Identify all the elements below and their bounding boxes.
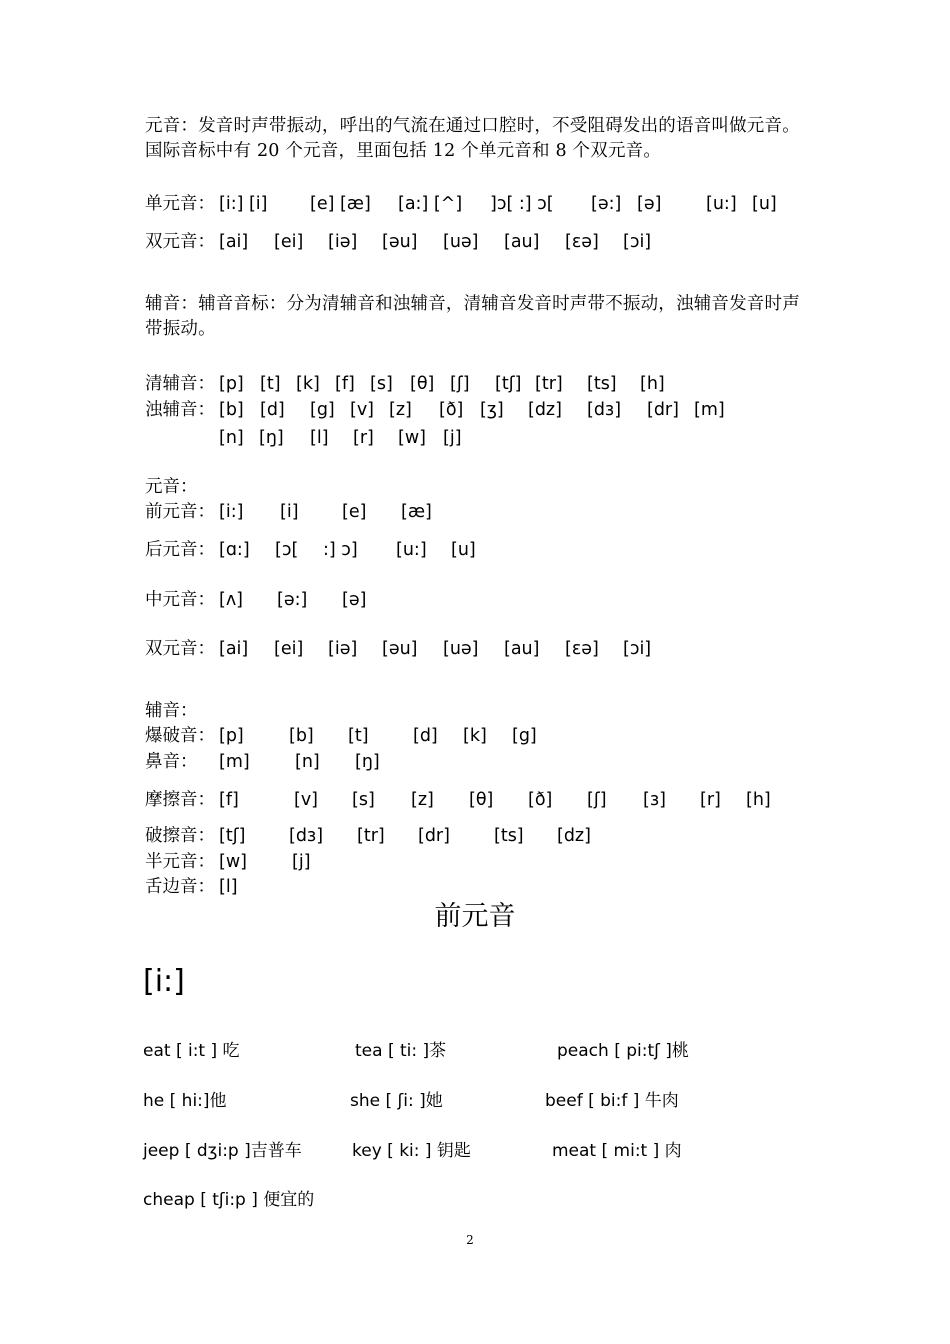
ipa-symbol: [v] bbox=[294, 790, 319, 810]
example-word: beef [ bi:f ] 牛肉 bbox=[545, 1091, 679, 1111]
ipa-symbol: ]ɔ[ :] ɔ[ bbox=[490, 194, 554, 214]
ipa-symbol: [j] bbox=[292, 852, 311, 872]
row-label: 单元音： bbox=[145, 194, 215, 214]
ipa-symbol: [u] bbox=[752, 194, 777, 214]
section-label: 辅音： bbox=[145, 701, 198, 721]
voiceless-row bbox=[0, 371, 950, 397]
ipa-symbol: [au] bbox=[504, 232, 540, 252]
ipa-symbol: [ʒ] bbox=[480, 400, 504, 420]
ipa-symbol: [k] bbox=[463, 726, 487, 746]
ipa-symbol: [s] bbox=[370, 374, 393, 394]
diphthong-row bbox=[0, 229, 950, 255]
ipa-symbol: [dz] bbox=[528, 400, 562, 420]
ipa-symbol: [u:] bbox=[706, 194, 737, 214]
lateral-row bbox=[0, 874, 950, 900]
ipa-symbol: [ʃ] bbox=[587, 790, 607, 810]
vowel-definition: 元音：发音时声带振动，呼出的气流在通过口腔时，不受阻碍发出的语音叫做元音。国际音标中有 20 个元音，里面包括 12 个单元音和 8 个双元音。 bbox=[145, 116, 800, 161]
example-word: jeep [ dʒi:p ]吉普车 bbox=[143, 1141, 302, 1161]
ipa-symbol: [z] bbox=[389, 400, 412, 420]
example-word: eat [ i:t ] 吃 bbox=[143, 1041, 240, 1061]
semivowel-row bbox=[0, 849, 950, 875]
ipa-symbol: [w] bbox=[398, 428, 426, 448]
row-label: 双元音： bbox=[145, 639, 215, 659]
ipa-symbol: [a:] [^] bbox=[398, 194, 463, 214]
central-vowel-row bbox=[0, 587, 950, 613]
section-heading: 前元音 bbox=[434, 901, 516, 932]
ipa-symbol: [ʌ] bbox=[219, 590, 244, 610]
ipa-symbol: [ei] bbox=[274, 232, 304, 252]
ipa-symbol: [r] bbox=[700, 790, 721, 810]
ipa-symbol: [b] bbox=[289, 726, 314, 746]
ipa-symbol: [ai] bbox=[219, 232, 249, 252]
ipa-symbol: [uə] bbox=[443, 232, 479, 252]
nasal-row bbox=[0, 749, 950, 775]
ipa-symbol: [i:] [i] bbox=[219, 194, 268, 214]
ipa-symbol: [ɜ] bbox=[643, 790, 666, 810]
row-label: 半元音： bbox=[145, 852, 215, 872]
ipa-symbol: [ɛə] bbox=[565, 232, 599, 252]
ipa-symbol: [j] bbox=[443, 428, 462, 448]
row-label: 鼻音： bbox=[145, 752, 198, 772]
ipa-symbol: [f] bbox=[219, 790, 239, 810]
affricate-row bbox=[0, 823, 950, 849]
row-label: 浊辅音： bbox=[145, 400, 215, 420]
section-label: 元音： bbox=[145, 477, 198, 497]
ipa-symbol: [ɛə] bbox=[565, 639, 599, 659]
page-number: 2 bbox=[466, 1233, 474, 1247]
ipa-symbol: :] ɔ] bbox=[323, 540, 358, 560]
ipa-symbol: [dr] bbox=[647, 400, 679, 420]
vowels-title-row bbox=[0, 474, 950, 500]
ipa-symbol: [ai] bbox=[219, 639, 249, 659]
ipa-symbol: [ɔ[ bbox=[275, 540, 299, 560]
ipa-symbol: [p] bbox=[219, 374, 244, 394]
ipa-symbol: [ɔi] bbox=[623, 232, 652, 252]
back-vowel-row bbox=[0, 537, 950, 563]
ipa-symbol: [u] bbox=[451, 540, 476, 560]
ipa-symbol: [ɔi] bbox=[623, 639, 652, 659]
row-label: 前元音： bbox=[145, 502, 215, 522]
ipa-symbol: [t] bbox=[260, 374, 281, 394]
example-word: key [ ki: ] 钥匙 bbox=[352, 1141, 471, 1161]
ipa-symbol: [θ] bbox=[410, 374, 435, 394]
ipa-symbol: [r] bbox=[353, 428, 374, 448]
ipa-symbol: [ei] bbox=[274, 639, 304, 659]
example-word: tea [ ti: ]茶 bbox=[355, 1041, 447, 1061]
ipa-symbol: [s] bbox=[352, 790, 375, 810]
ipa-symbol: [h] bbox=[640, 374, 665, 394]
row-label: 爆破音： bbox=[145, 726, 215, 746]
ipa-symbol: [v] bbox=[350, 400, 375, 420]
voiced-row bbox=[0, 397, 950, 423]
ipa-symbol: [ŋ] bbox=[259, 428, 284, 448]
ipa-symbol: [ɑ:] bbox=[219, 540, 250, 560]
example-word: meat [ mi:t ] 肉 bbox=[552, 1141, 682, 1161]
consonant-definition: 辅音：辅音音标：分为清辅音和浊辅音，清辅音发音时声带不振动，浊辅音发音时声带振动。 bbox=[145, 294, 800, 339]
ipa-symbol: [tʃ] bbox=[219, 826, 246, 846]
ipa-symbol: [dr] bbox=[418, 826, 450, 846]
ipa-symbol: [dɜ] bbox=[587, 400, 622, 420]
ipa-symbol: [b] bbox=[219, 400, 244, 420]
section-symbol: [i:] bbox=[143, 964, 185, 999]
diphthong-row-2 bbox=[0, 636, 950, 662]
row-label: 摩擦音： bbox=[145, 790, 215, 810]
ipa-symbol: [ə] bbox=[637, 194, 662, 214]
row-label: 中元音： bbox=[145, 590, 215, 610]
ipa-symbol: [h] bbox=[746, 790, 771, 810]
ipa-symbol: [ts] bbox=[587, 374, 617, 394]
example-word: she [ ʃi: ]她 bbox=[350, 1091, 443, 1111]
ipa-symbol: [ð] bbox=[528, 790, 553, 810]
ipa-symbol: [w] bbox=[219, 852, 247, 872]
ipa-symbol: [əu] bbox=[382, 232, 418, 252]
ipa-symbol: [e] bbox=[342, 502, 367, 522]
ipa-symbol: [z] bbox=[411, 790, 434, 810]
row-label: 双元音： bbox=[145, 232, 215, 252]
ipa-symbol: [n] bbox=[295, 752, 320, 772]
ipa-symbol: [ð] bbox=[439, 400, 464, 420]
ipa-symbol: [e] [æ] bbox=[310, 194, 371, 214]
ipa-symbol: [iə] bbox=[328, 639, 358, 659]
example-word: cheap [ tʃi:p ] 便宜的 bbox=[143, 1190, 315, 1210]
ipa-symbol: [d] bbox=[413, 726, 438, 746]
ipa-symbol: [uə] bbox=[443, 639, 479, 659]
fricative-row bbox=[0, 787, 950, 813]
ipa-symbol: [ə:] bbox=[277, 590, 308, 610]
ipa-symbol: [ʃ] bbox=[450, 374, 470, 394]
ipa-symbol: [tr] bbox=[357, 826, 385, 846]
front-vowel-row bbox=[0, 499, 950, 525]
ipa-symbol: [g] bbox=[310, 400, 335, 420]
ipa-symbol: [i:] bbox=[219, 502, 244, 522]
ipa-symbol: [æ] bbox=[401, 502, 432, 522]
ipa-symbol: [g] bbox=[512, 726, 537, 746]
ipa-symbol: [l] bbox=[310, 428, 329, 448]
ipa-symbol: [i] bbox=[280, 502, 299, 522]
row-label: 舌边音： bbox=[145, 877, 215, 897]
ipa-symbol: [u:] bbox=[396, 540, 427, 560]
ipa-symbol: [au] bbox=[504, 639, 540, 659]
ipa-symbol: [m] bbox=[219, 752, 250, 772]
ipa-symbol: [ə:] bbox=[591, 194, 622, 214]
ipa-symbol: [l] bbox=[219, 877, 238, 897]
consonants-title-row bbox=[0, 698, 950, 724]
ipa-symbol: [tʃ] bbox=[495, 374, 522, 394]
ipa-symbol: [n] bbox=[219, 428, 244, 448]
ipa-symbol: [t] bbox=[348, 726, 369, 746]
ipa-symbol: [θ] bbox=[469, 790, 494, 810]
ipa-symbol: [p] bbox=[219, 726, 244, 746]
monophthong-row bbox=[0, 191, 950, 217]
ipa-symbol: [f] bbox=[335, 374, 355, 394]
ipa-symbol: [m] bbox=[694, 400, 725, 420]
row-label: 后元音： bbox=[145, 540, 215, 560]
ipa-symbol: [ts] bbox=[494, 826, 524, 846]
plosive-row bbox=[0, 723, 950, 749]
ipa-symbol: [əu] bbox=[382, 639, 418, 659]
ipa-symbol: [tr] bbox=[535, 374, 563, 394]
ipa-symbol: [d] bbox=[260, 400, 285, 420]
ipa-symbol: [ə] bbox=[342, 590, 367, 610]
example-word: peach [ pi:tʃ ]桃 bbox=[557, 1041, 689, 1061]
row-label: 破擦音： bbox=[145, 826, 215, 846]
ipa-symbol: [ŋ] bbox=[355, 752, 380, 772]
ipa-symbol: [k] bbox=[296, 374, 320, 394]
row-label: 清辅音： bbox=[145, 374, 215, 394]
ipa-symbol: [dz] bbox=[557, 826, 591, 846]
voiced-row-continued bbox=[0, 425, 950, 451]
ipa-symbol: [dɜ] bbox=[289, 826, 324, 846]
example-word: he [ hi:]他 bbox=[143, 1091, 227, 1111]
ipa-symbol: [iə] bbox=[328, 232, 358, 252]
